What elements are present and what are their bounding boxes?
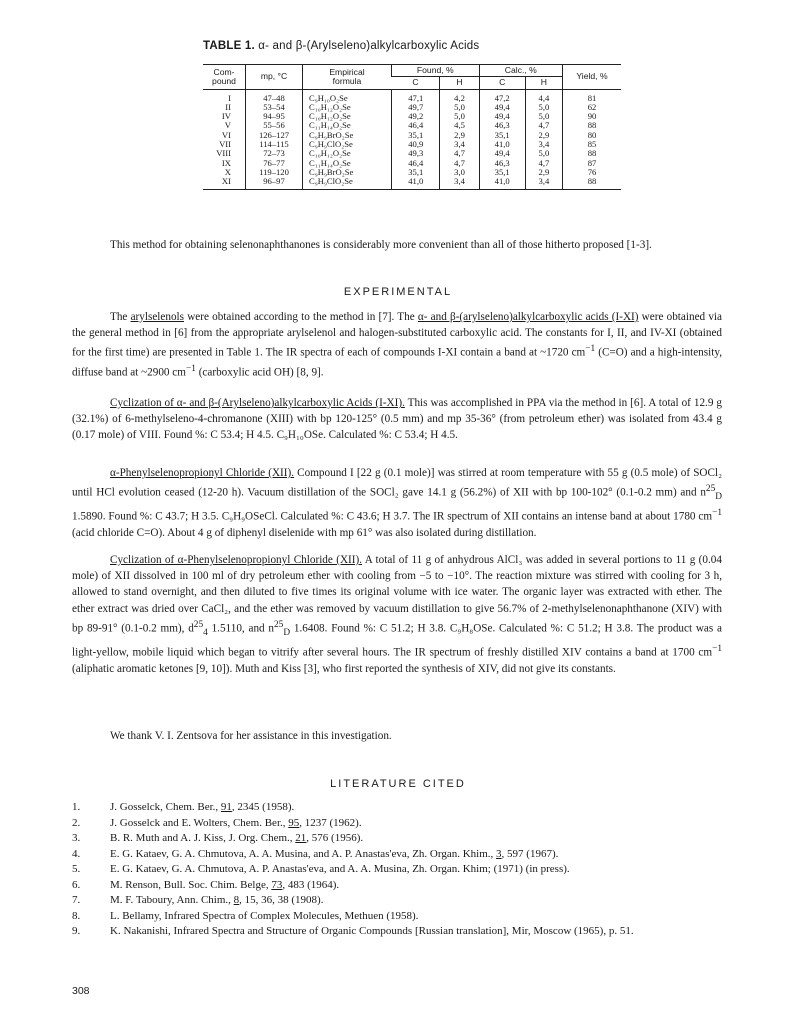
header-found-h: H	[440, 77, 479, 89]
table-row: VIII 72–73 C₁₀H₁₂O₂Se 49,3 4,7 49,4 5,0 88	[203, 149, 621, 158]
header-calc-c: C	[479, 77, 525, 89]
page-number: 308	[72, 985, 90, 997]
paragraph-cyclization-chloride: Cyclization of α-Phenylselenopropionyl Chloride (XII). A total of 11 g of anhydrous AlCl₃ was added in several portions to 11 g (0.04 mole) of XII dissolved in 100 ml of dry petroleum ether with cooling from −5 to −10°. The reaction mixture was stirred with cooling for 3 h, allowed to stand overnight, and then diluted to five times its original volume with ice water. The organic layer was extracted with ether. The ether extract was dried over CaCl₂, and the ether was removed by vacuum distillation to give 56.7% of 2-methylselenonaphthanone (XIV) with bp 89-91° (0.1-0.2 mm), $d^{25}_4$ 1.5110, and $n^{25}_D$ 1.6408. Found %: C 51.2; H 3.8. C₉H₈OSe. Calculated %: C 51.2; H 3.8. The product was a light-yellow, mobile liquid which began to vitrify after several hours. The IR spectrum of freshly distilled XIV contains a band at 1700 $cm^{-1}$ (aliphatic aromatic ketones [9, 10]). Muth and Kiss [3], who first reported the synthesis of XIV, did not give its constants.	[72, 554, 722, 675]
reference-list	[72, 800, 722, 940]
reference-item: 8. L. Bellamy, Infrared Spectra of Complex Molecules, Methuen (1958).	[72, 909, 419, 922]
paragraph-propionyl-chloride: α-Phenylselenopropionyl Chloride (XII). Compound I [22 g (0.1 mole)] was stirred at room temperature with 55 g (0.5 mole) of SOCl₂ until HCl evolution ceased (12-20 h). Vacuum distillation of the SOCl₂ gave 14.1 g (56.2%) of XII with bp 100-102° (0.1-0.2 mm) and $n^{25}_D$ 1.5890. Found %: C 43.7; H 3.5. C₉H₉OSeCl. Calculated %: C 43.6; H 3.7. The IR spectrum of XII contains an intense band at about 1780 $cm^{-1}$ (acid chloride C=O). About 4 g of diphenyl diselenide with mp 61° was also isolated during distillation.	[72, 467, 722, 540]
table-row: VII 114–115 C₉H₉ClO₂Se 40,9 3,4 41,0 3,4 85	[203, 140, 621, 149]
reference-item: 1. J. Gosselck, Chem. Ber., 91, 2345 (1958).	[72, 801, 295, 813]
header-yield: Yield, %	[563, 65, 622, 90]
table-row: X 119–120 C₉H₉BrO₂Se 35,1 3,0 35,1 2,9 76	[203, 168, 621, 177]
table-title: α- and β-(Arylseleno)alkylcarboxylic Acids	[258, 40, 480, 52]
header-calc: Calc., %	[479, 65, 562, 77]
table-number: TABLE 1.	[203, 40, 255, 52]
acknowledgement: We thank V. I. Zentsova for her assistance in this investigation.	[110, 730, 392, 742]
intro-paragraph: This method for obtaining selenonaphthanones is considerably more convenient than all of those hitherto proposed [1-3].	[110, 239, 652, 251]
table-row: I 47–48 C₉H₁₀O₂Se 47,1 4,2 47,2 4,4 81	[203, 89, 621, 103]
header-compound: Com- pound	[203, 65, 246, 90]
header-mp: mp, °C	[246, 65, 303, 90]
table-row: IX 76–77 C₁₁H₁₄O₂Se 46,4 4,7 46,3 4,7 87	[203, 159, 621, 168]
header-calc-h: H	[525, 77, 562, 89]
header-formula: Empirical formula	[303, 65, 392, 90]
reference-item: 7. M. F. Taboury, Ann. Chim., 8, 15, 36, 38 (1908).	[72, 894, 324, 906]
reference-item: 4. E. G. Kataev, G. A. Chmutova, A. A. Musina, and A. P. Anastas'eva, Zh. Organ. Khim., 3, 597 (1967).	[72, 847, 559, 860]
header-found-c: C	[392, 77, 440, 89]
table-row: II 53–54 C₁₀H₁₂O₂Se 49,7 5,0 49,4 5,0 62	[203, 103, 621, 112]
data-table	[203, 64, 621, 190]
paragraph-arylselenols: The arylselenols were obtained according to the method in [7]. The α- and β-(arylseleno)alkylcarboxylic acids (I-XI) were obtained via the general method in [6] from the appropriate arylselenol and halogen-substituted carboxylic acid. The constants for I, II, and IV-XI (obtained for the first time) are presented in Table 1. The IR spectra of each of compounds I-XI contain a band at ~1720 $cm^{-1}$ (C=O) and a high-intensity, diffuse band at ~2900 $cm^{-1}$ (carboxylic acid OH) [8, 9].	[72, 311, 723, 380]
experimental-heading: EXPERIMENTAL	[343, 286, 453, 298]
reference-item: 9. K. Nakanishi, Infrared Spectra and Structure of Organic Compounds [Russian translation], Mir, Moscow (1965), p. 51.	[72, 925, 634, 937]
reference-item: 6. M. Renson, Bull. Soc. Chim. Belge, 73, 483 (1964).	[72, 878, 340, 891]
header-found: Found, %	[392, 65, 480, 77]
paragraph-cyclization-acids: Cyclization of α- and β-(Arylseleno)alkylcarboxylic Acids (I-XI). This was accomplished in PPA via the method in [6]. A total of 12.9 g (32.1%) of 6-methylseleno-4-chromanone (XIII) with bp 120-125° (0.5 mm) and mp 35-36° (from petroleum ether) was isolated from 43.4 g (0.17 mole) of VIII. Found %: C 53.4; H 4.5. C₉H₁₀OSe. Calculated %: C 53.4; H 4.5.	[72, 397, 722, 442]
table-row: XI 96–97 C₉H₉ClO₂Se 41,0 3,4 41,0 3,4 88	[203, 177, 621, 189]
table-row: VI 126–127 C₉H₉BrO₂Se 35,1 2,9 35,1 2,9 80	[203, 131, 621, 140]
reference-item: 3. B. R. Muth and A. J. Kiss, J. Org. Chem., 21, 576 (1956).	[72, 832, 364, 844]
reference-item: 2. J. Gosselck and E. Wolters, Chem. Ber., 95, 1237 (1962).	[72, 816, 362, 829]
table-row: V 55–56 C₁₁H₁₄O₂Se 46,4 4,5 46,3 4,7 88	[203, 121, 621, 130]
table-caption	[203, 40, 479, 52]
reference-item: 5. E. G. Kataev, G. A. Chmutova, A. P. Anastas'eva, and A. A. Musina, Zh. Organ. Khim; (1971) (in press).	[72, 863, 570, 875]
table-row: IV 94–95 C₁₀H₁₂O₂Se 49,2 5,0 49,4 5,0 90	[203, 112, 621, 121]
literature-heading: LITERATURE CITED	[330, 778, 466, 790]
